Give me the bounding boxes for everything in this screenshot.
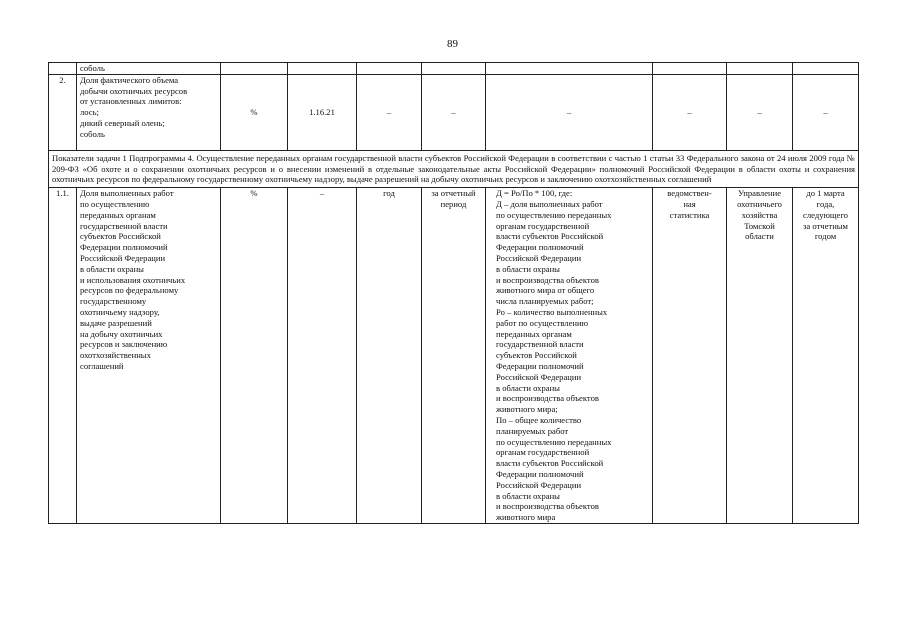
section-header: Показатели задачи 1 Подпрограммы 4. Осуществление переданных органам государственной власти субъектов Российской Федерации в соответствии с частью 1 статьи 33 Федерального закона от 24 июля 2009 года № 209-ФЗ «Об охоте и о сохранении охотничьих ресурсов и о внесении изменений в отдельные законодательные акты Российской Федерации» полномочий Российской Федерации в области охоты и сохранения охотничьих ресурсов по федеральному государственному охотничьему надзору, выдаче разрешений на добычу охотничьих ресурсов и заключению охотхозяйственных соглашений [49,150,859,187]
page-number: 89 [447,38,458,50]
table-row [49,74,859,150]
deadline-cell: до 1 марта года, следующего за отчетным годом [793,188,859,524]
indicator-cell: Доля фактического объема добычи охотничьих ресурсов от установленных лимитов: лось; дикий северный олень; соболь [77,74,221,150]
periodicity-cell: год [357,188,422,524]
code-cell: – [288,188,357,524]
method-cell: – [653,74,727,150]
formula-cell: Д = Ро/По * 100, где: Д – доля выполненных работ по осуществлению переданных органам государственной власти субъектов Российской Федерации полномочий Российской Федерации в области охраны и воспроизводства объектов животного мира от общего числа планируемых работ; Ро – количество выполненных работ по осуществлению переданных органам государственной власти субъектов Российской Федерации полномочий Российской Федерации в области охраны и воспроизводства объектов животного мира; По – общее количество планируемых работ по осуществлению переданных органам государственной власти субъектов Российской Федерации полномочий Российской Федерации в области охраны и воспроизводства объектов животного мира [486,188,653,524]
unit-cell: % [221,74,288,150]
deadline-cell: – [793,74,859,150]
row-number: 1.1. [49,188,77,524]
table-row [49,63,859,75]
table-row [49,188,859,524]
unit-cell: % [221,188,288,524]
period-cell: – [422,74,486,150]
indicator-cell: Доля выполненных работ по осуществлению переданных органам государственной власти субъектов Российской Федерации полномочий Российской Федерации в области охраны и использования охотничьих ресурсов по федеральному государственному охотничьему надзору, выдаче разрешений на добычу охотничьих ресурсов и заключению охотхозяйственных соглашений [77,188,221,524]
indicators-table [48,62,859,524]
responsible-cell: Управление охотничьего хозяйства Томской области [727,188,793,524]
section-header-row [49,150,859,187]
row-number: 2. [49,74,77,150]
indicator-cell: соболь [77,63,221,75]
responsible-cell: – [727,74,793,150]
periodicity-cell: – [357,74,422,150]
code-cell: 1.16.21 [288,74,357,150]
method-cell: ведомствен- ная статистика [653,188,727,524]
formula-cell: – [486,74,653,150]
period-cell: за отчетный период [422,188,486,524]
